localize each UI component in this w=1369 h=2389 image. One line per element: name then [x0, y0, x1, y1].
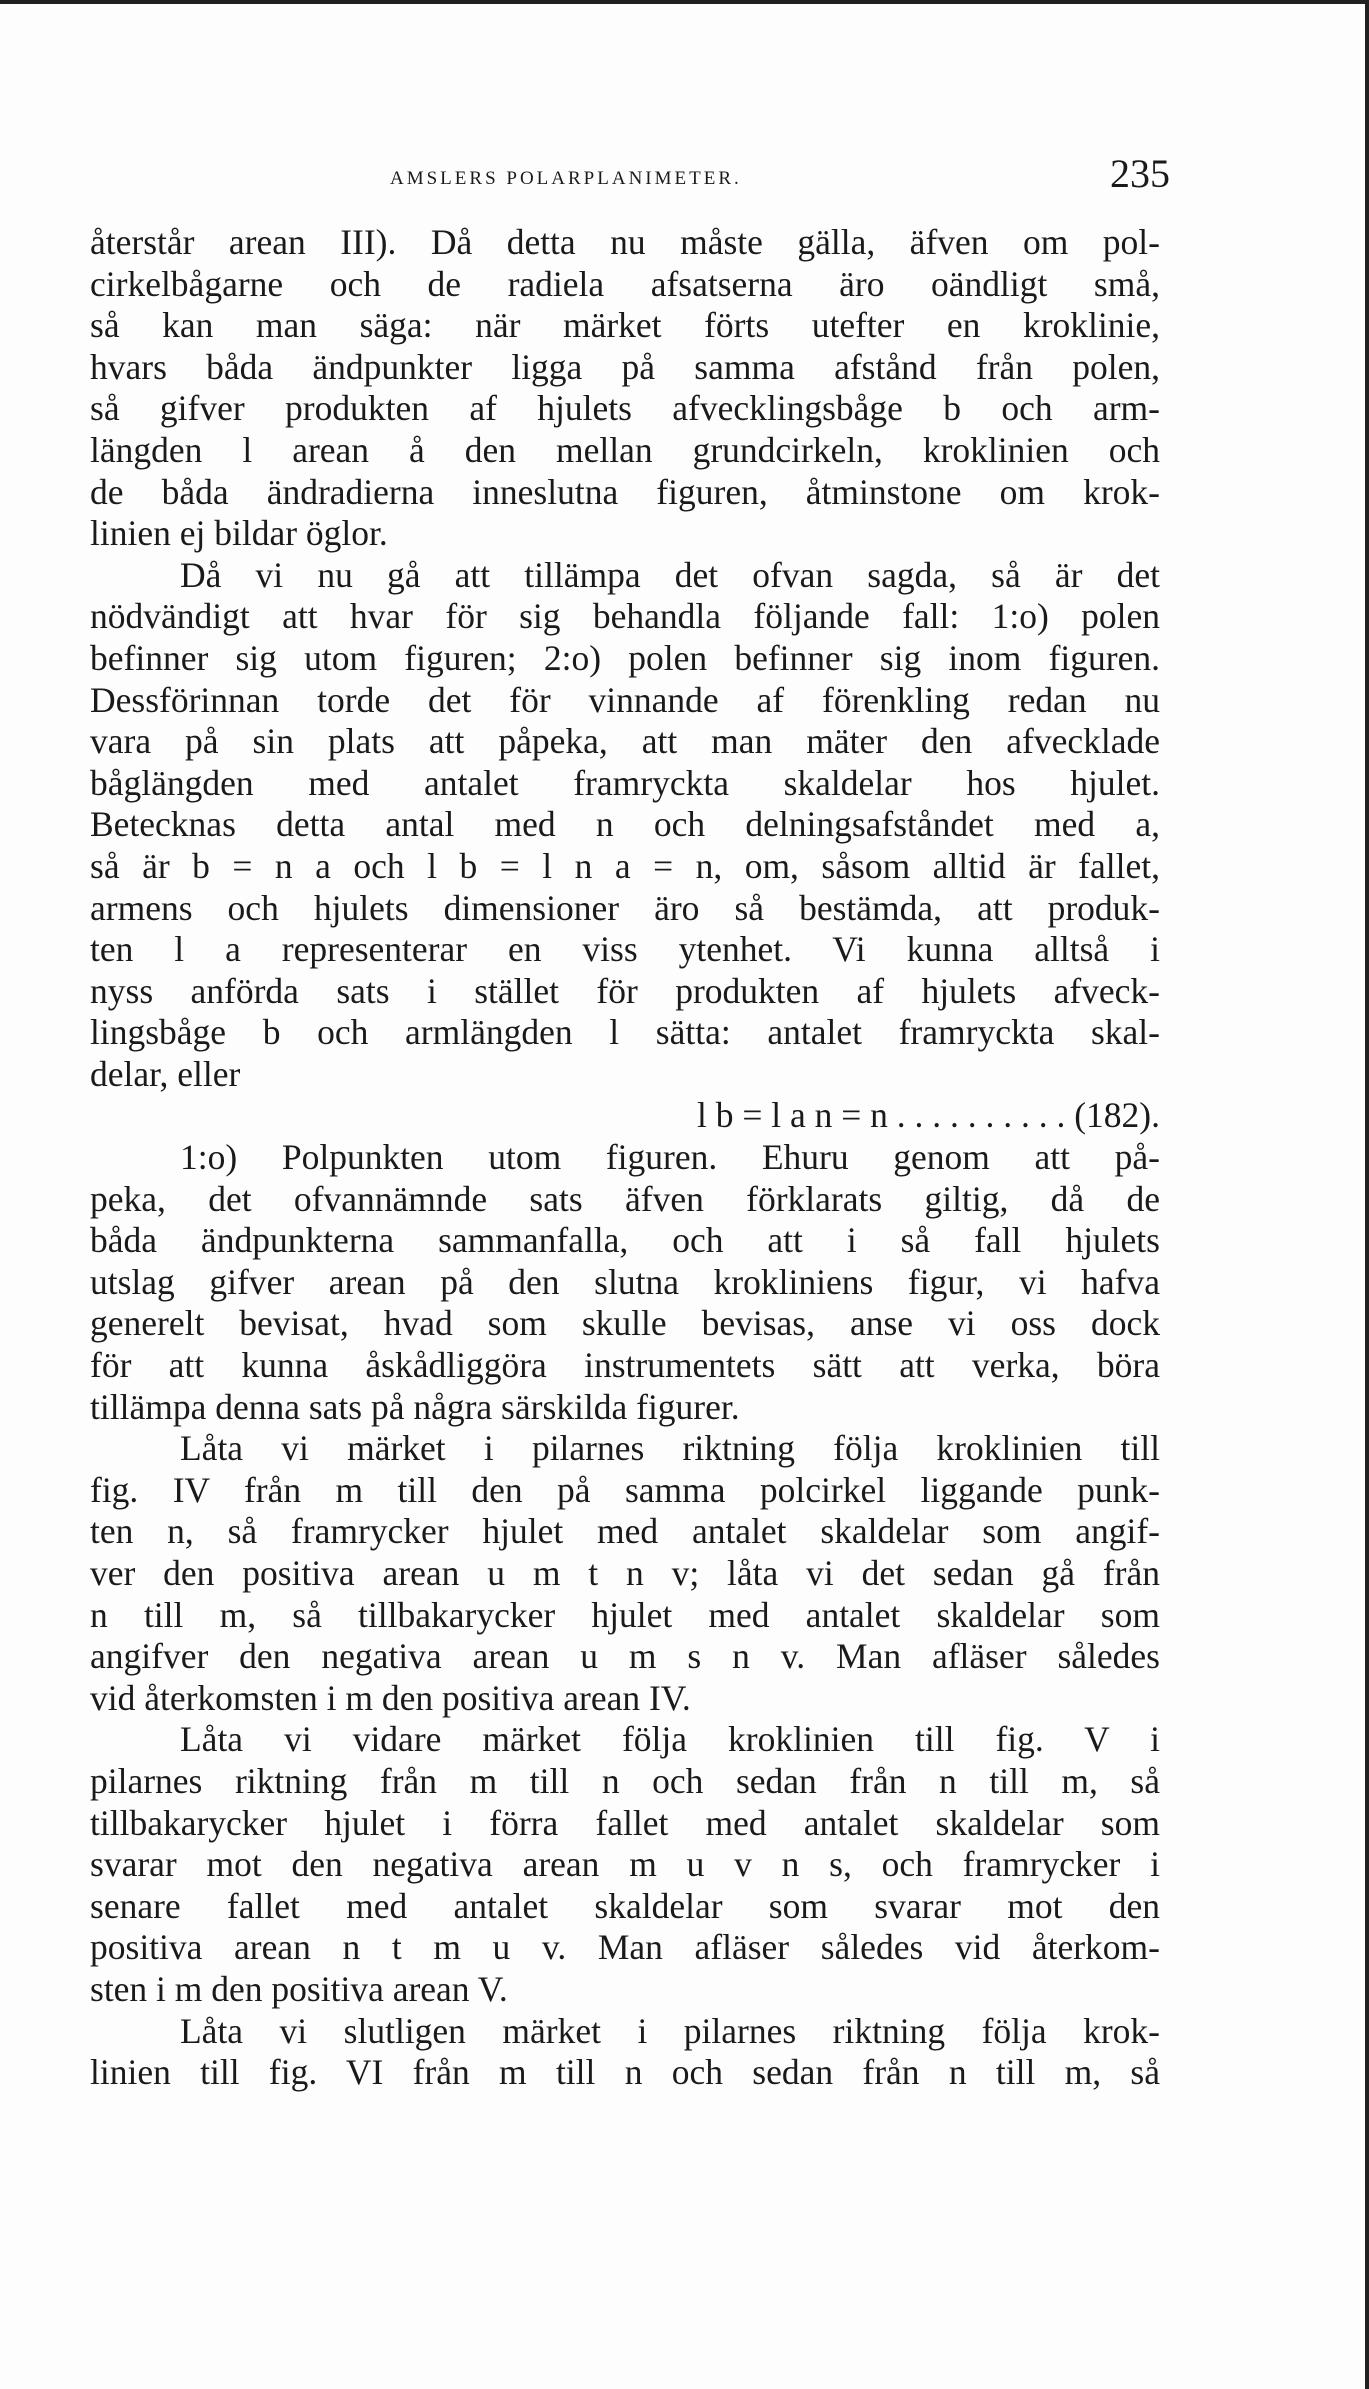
page-number: 235 — [1110, 151, 1170, 196]
text-line: de båda ändradierna inneslutna figuren, åtminstone om krok- — [90, 471, 1160, 512]
text-line: fig. IV från m till den på samma polcirkel liggande punk- — [90, 1469, 1160, 1510]
text-line: peka, det ofvannämnde sats äfven förklarats giltig, då de — [90, 1178, 1160, 1219]
scan-edge-top — [0, 0, 1369, 4]
text-line: Då vi nu gå att tillämpa det ofvan sagda, så är det — [180, 554, 1160, 595]
text-line: armens och hjulets dimensioner äro så bestämda, att produk- — [90, 887, 1160, 928]
text-line: positiva arean n t m u v. Man afläser således vid återkom- — [90, 1927, 1160, 1968]
text-line: återstår arean III). Då detta nu måste gälla, äfven om pol- — [90, 222, 1160, 262]
text-line: tillbakarycker hjulet i förra fallet med antalet skaldelar som — [90, 1802, 1160, 1843]
text-line: ten l a representerar en viss ytenhet. Vi kunna alltså i — [90, 929, 1160, 970]
text-line: längden l arean å den mellan grundcirkeln, kroklinien och — [90, 429, 1160, 470]
text-line: Dessförinnan torde det för vinnande af förenkling redan nu — [90, 679, 1160, 720]
scan-edge-right — [1365, 0, 1369, 2389]
text-line: båda ändpunkterna sammanfalla, och att i så fall hjulets — [90, 1220, 1160, 1261]
page-header — [90, 150, 1170, 200]
text-line: ver den positiva arean u m t n v; låta vi det sedan gå från — [90, 1553, 1160, 1593]
text-line: 1:o) Polpunkten utom figuren. Ehuru genom att på- — [180, 1137, 1160, 1178]
text-line: linien ej bildar öglor. — [90, 513, 388, 554]
text-line: nödvändigt att hvar för sig behandla följande fall: 1:o) polen — [90, 596, 1160, 637]
running-head: AMSLERS POLARPLANIMETER. — [390, 168, 742, 189]
text-line: befinner sig utom figuren; 2:o) polen befinner sig inom figuren. — [90, 637, 1160, 678]
text-line: Låta vi vidare märket följa kroklinien till fig. V i — [180, 1719, 1160, 1760]
text-line: båglängden med antalet framryckta skaldelar hos hjulet. — [90, 762, 1160, 803]
text-line: hvars båda ändpunkter ligga på samma afstånd från polen, — [90, 346, 1160, 387]
text-line: så är b = n a och l b = l n a = n, om, såsom alltid är fallet, — [90, 845, 1160, 886]
text-line: nyss anförda sats i stället för produkten af hjulets afveck- — [90, 970, 1160, 1011]
text-line: generelt bevisat, hvad som skulle bevisas, anse vi oss dock — [90, 1303, 1160, 1344]
text-line: svarar mot den negativa arean m u v n s, och framrycker i — [90, 1844, 1160, 1885]
text-line: Låta vi slutligen märket i pilarnes riktning följa krok- — [180, 2010, 1160, 2051]
text-line: Betecknas detta antal med n och delningsafståndet med a, — [90, 804, 1160, 845]
text-line: tillämpa denna sats på några särskilda figurer. — [90, 1386, 740, 1427]
text-line: så kan man säga: när märket förts utefter en kroklinie, — [90, 305, 1160, 346]
text-line: Låta vi märket i pilarnes riktning följa kroklinien till — [180, 1428, 1160, 1469]
text-line: så gifver produkten af hjulets afvecklingsbåge b och arm- — [90, 388, 1160, 429]
text-line: angifver den negativa arean u m s n v. Man afläser således — [90, 1636, 1160, 1677]
text-line: vara på sin plats att påpeka, att man mäter den afvecklade — [90, 721, 1160, 762]
text-line: ten n, så framrycker hjulet med antalet skaldelar som angif- — [90, 1511, 1160, 1552]
body-text — [90, 222, 1160, 2094]
text-line: delar, eller — [90, 1053, 241, 1094]
text-line: senare fallet med antalet skaldelar som svarar mot den — [90, 1885, 1160, 1926]
text-line: sten i m den positiva arean V. — [90, 1968, 508, 2009]
text-line: vid återkomsten i m den positiva arean IV. — [90, 1677, 691, 1718]
text-line: lingsbåge b och armlängden l sätta: antalet framryckta skal- — [90, 1012, 1160, 1053]
text-line: cirkelbågarne och de radiela afsatserna äro oändligt små, — [90, 263, 1160, 304]
text-line: n till m, så tillbakarycker hjulet med antalet skaldelar som — [90, 1594, 1160, 1635]
equation-182: l b = l a n = n . . . . . . . . . . (182). — [696, 1095, 1160, 1136]
text-line: utslag gifver arean på den slutna krokliniens figur, vi hafva — [90, 1261, 1160, 1302]
text-line: pilarnes riktning från m till n och sedan från n till m, så — [90, 1760, 1160, 1801]
text-line: för att kunna åskådliggöra instrumentets sätt att verka, böra — [90, 1345, 1160, 1386]
text-line: linien till fig. VI från m till n och sedan från n till m, så — [90, 2052, 1160, 2093]
